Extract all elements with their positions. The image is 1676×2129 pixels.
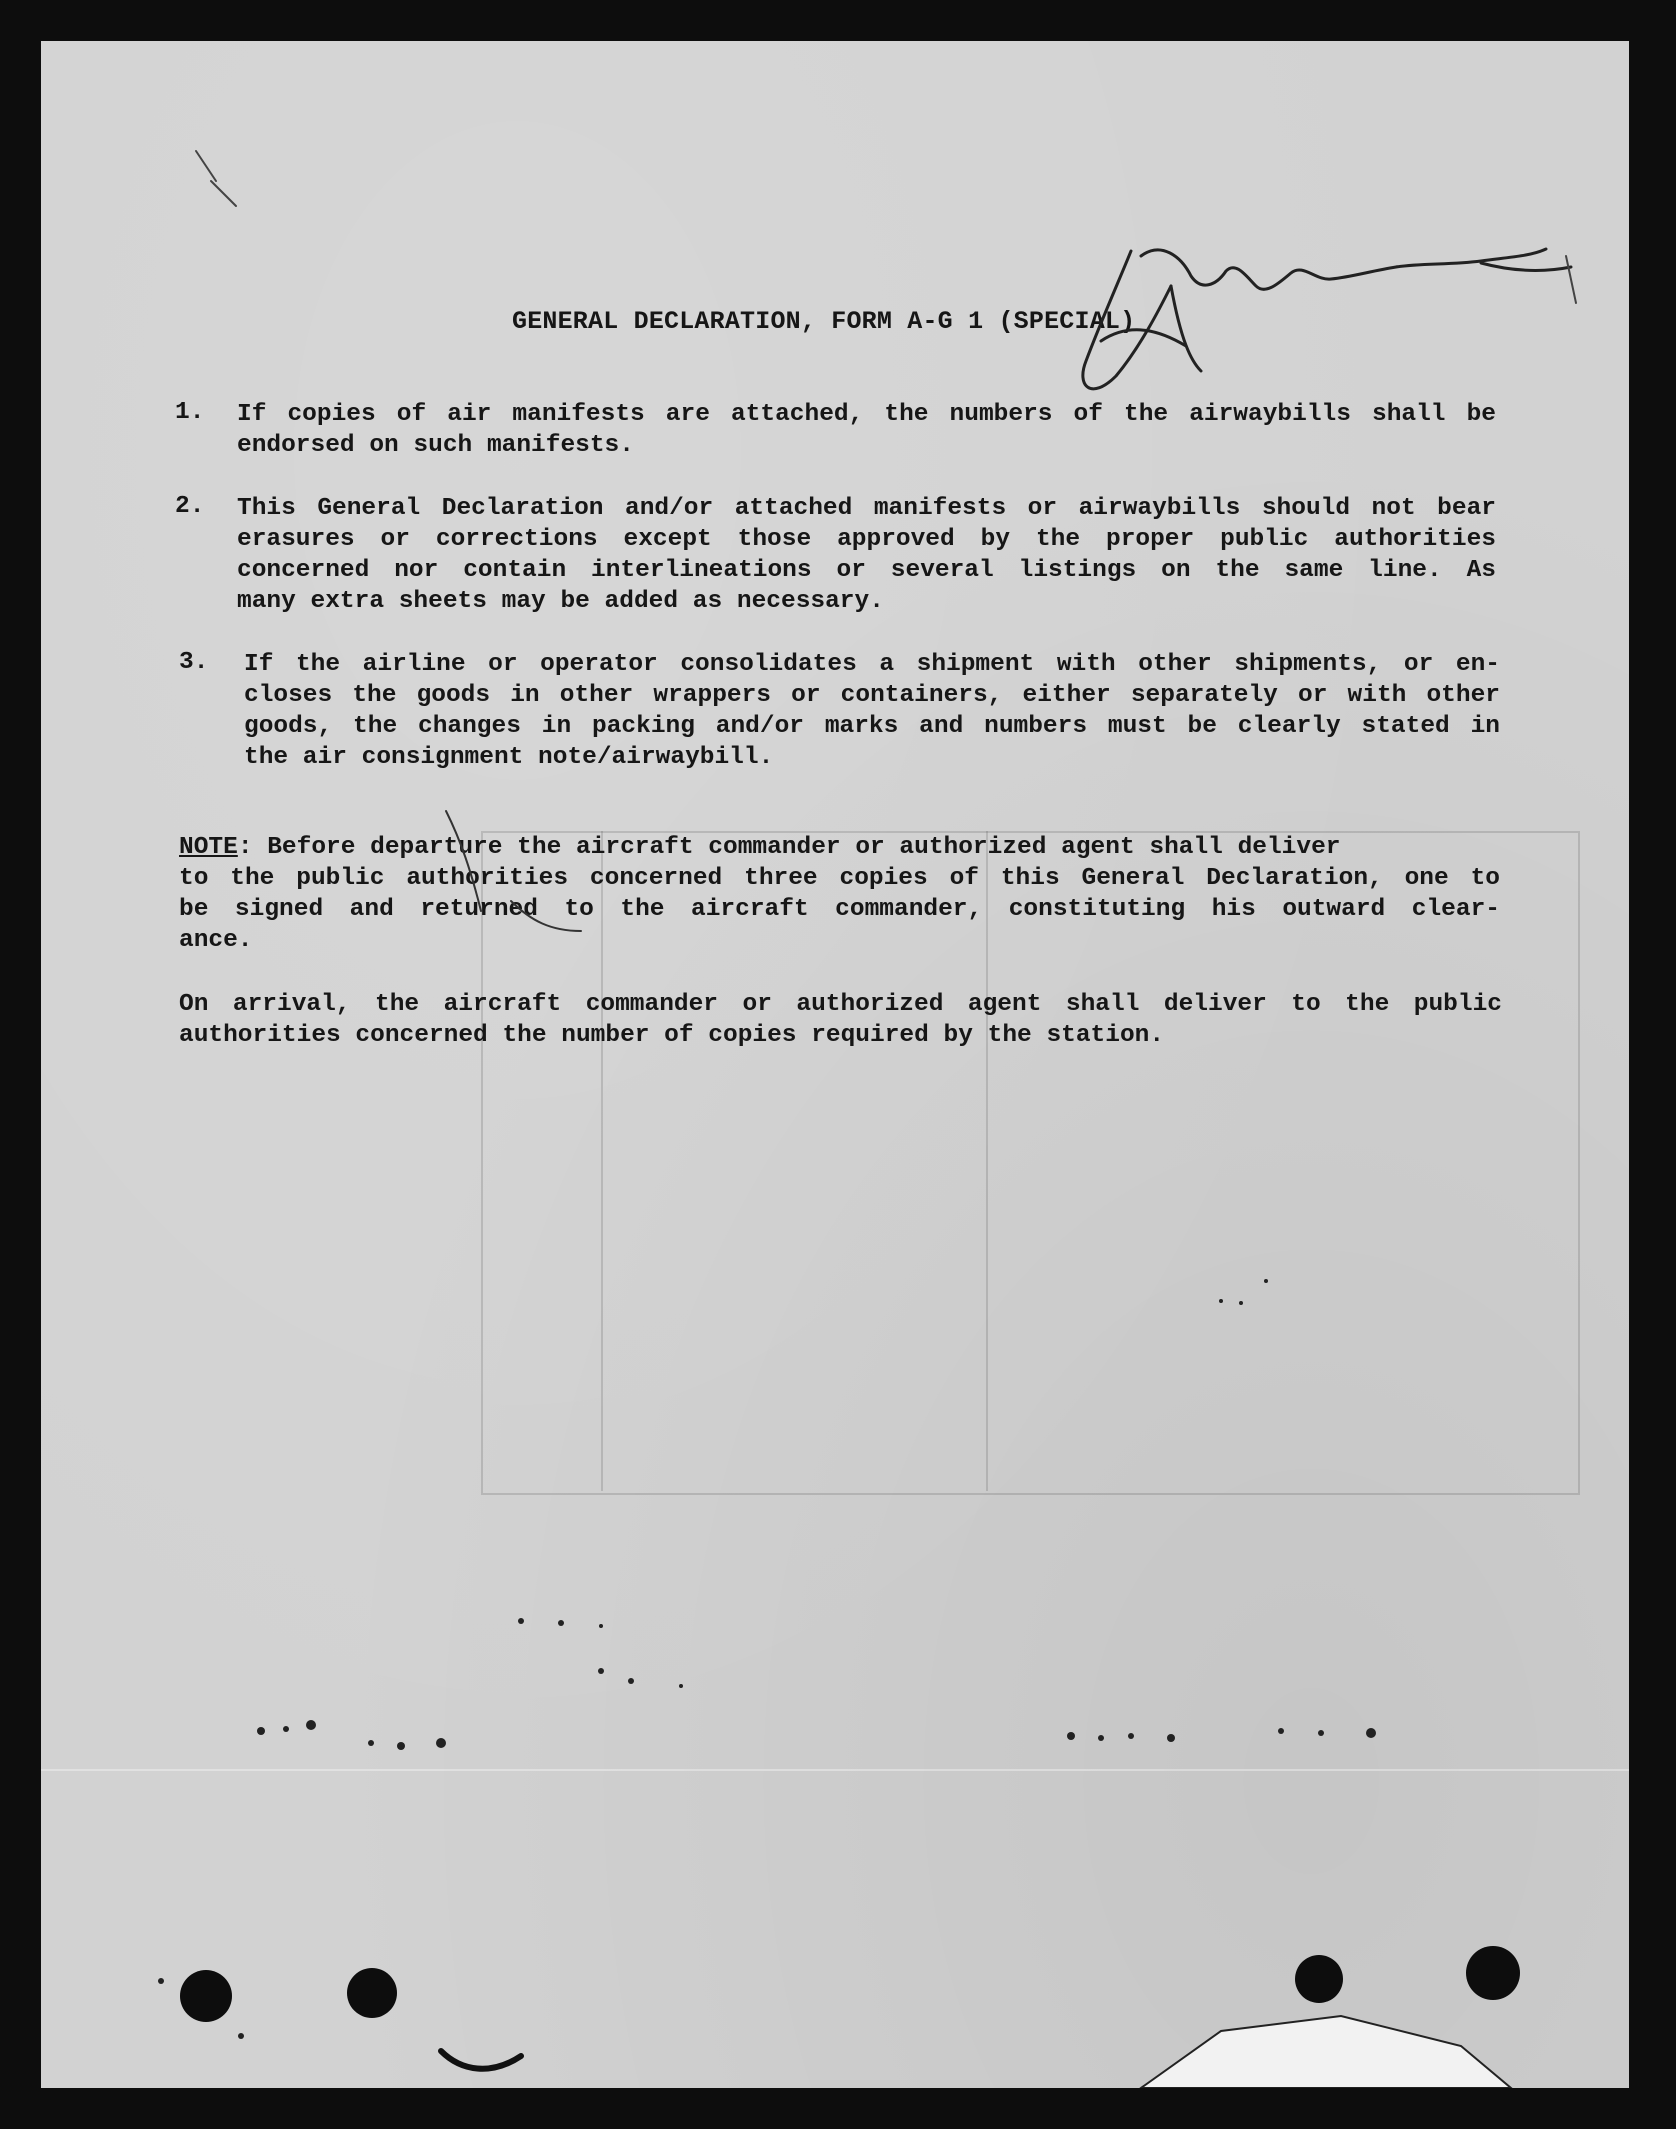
item-number: 2. (175, 493, 205, 520)
arrival-line: authorities concerned the number of copies required by the station. (179, 1022, 1165, 1049)
item-line: goods, the changes in packing and/or marks and numbers must be clearly stated in (244, 713, 1500, 740)
document-page (41, 41, 1629, 2088)
torn-corner (1141, 2016, 1511, 2088)
document-title: GENERAL DECLARATION, FORM A-G 1 (SPECIAL) (512, 307, 1136, 336)
note-line: to the public authorities concerned three copies of this General Declaration, one to (179, 865, 1500, 892)
item-line: the air consignment note/airwaybill. (244, 744, 774, 771)
note-line: ance. (179, 927, 253, 954)
corner-marks (196, 151, 1576, 303)
item-line: endorsed on such manifests. (237, 432, 634, 459)
note-line: Before departure the aircraft commander or authorized agent shall deliver (252, 834, 1341, 861)
edge-tear (441, 2051, 521, 2069)
paper-specks (158, 1279, 1376, 2039)
note-scribble (446, 811, 581, 931)
note-line: be signed and returned to the aircraft commander, constituting his outward clear- (179, 896, 1500, 923)
item-line: concerned nor contain interlineations or several listings on the same line. As (237, 557, 1496, 584)
item-line: many extra sheets may be added as necessary. (237, 588, 884, 615)
punch-holes (180, 1946, 1520, 2022)
note-label-suffix: : (237, 834, 253, 861)
marks-overlay (41, 41, 1629, 2088)
item-line: If the airline or operator consolidates a shipment with other shipments, or en- (244, 651, 1500, 678)
item-line: closes the goods in other wrappers or containers, either separately or with other (244, 682, 1500, 709)
arrival-line: On arrival, the aircraft commander or authorized agent shall deliver to the public (179, 991, 1502, 1018)
note-label: NOTE (179, 834, 238, 861)
item-line: If copies of air manifests are attached, the numbers of the airwaybills shall be (237, 401, 1496, 428)
item-line: erasures or corrections except those approved by the proper public authorities (237, 526, 1496, 553)
item-number: 1. (175, 399, 205, 426)
item-number: 3. (179, 649, 209, 676)
item-line: This General Declaration and/or attached manifests or airwaybills should not bear (237, 495, 1496, 522)
signature-mark (1083, 249, 1571, 389)
